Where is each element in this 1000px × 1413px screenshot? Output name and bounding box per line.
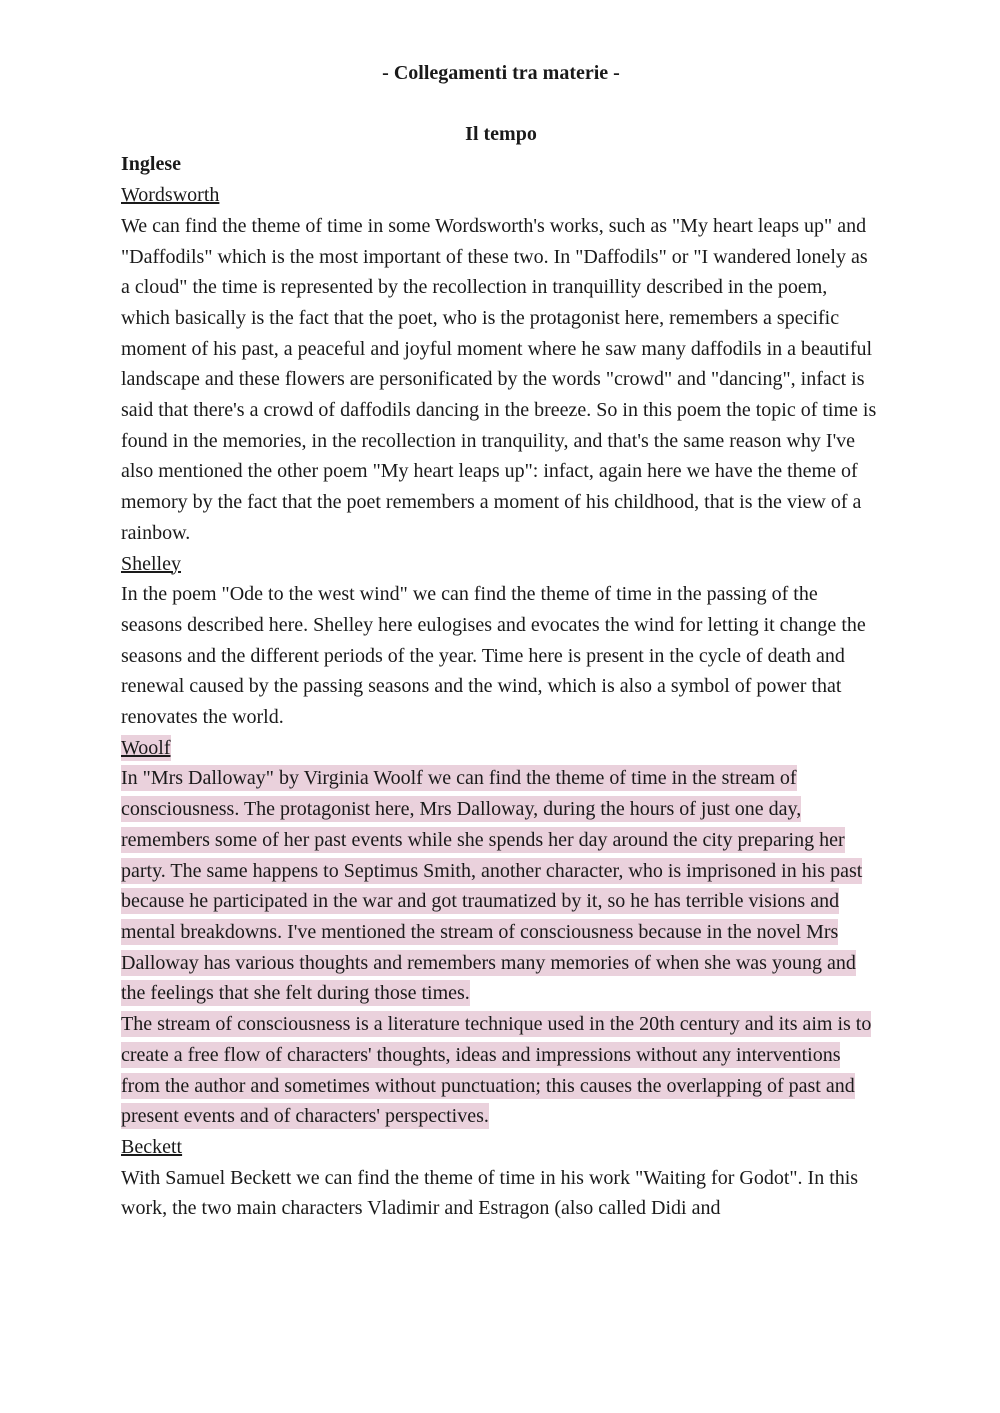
author-heading-beckett: Beckett	[121, 1135, 183, 1158]
paragraph-woolf-2	[121, 1009, 881, 1132]
section-beckett	[121, 1132, 881, 1224]
paragraph-wordsworth: We can find the theme of time in some Wordsworth's works, such as "My heart leaps up" and "Daffodils" which is the most important of these two. In "Daffodils" or "I wandered lonely as a cloud" the time is represented by the recollection in tranquillity described in the poem, which basically is the fact that the poet, who is the protagonist here, remembers a specific moment of his past, a peaceful and joyful moment where he saw many daffodils in a beautiful landscape and these flowers are personificated by the words "crowd" and "dancing", infact is said that there's a crowd of daffodils dancing in the breeze. So in this poem the topic of time is found in the memories, in the recollection in tranquility, and that's the same reason why I've also mentioned the other poem "My heart leaps up": infact, again here we have the theme of memory by the fact that the poet remembers a moment of his childhood, that is the view of a rainbow.	[121, 214, 877, 544]
section-shelley	[121, 549, 881, 733]
author-heading-shelley: Shelley	[121, 552, 181, 575]
paragraph-shelley: In the poem "Ode to the west wind" we can find the theme of time in the passing of the seasons described here. Shelley here eulogises and evocates the wind for letting it change the seasons and the different periods of the year. Time here is present in the cycle of death and renewal caused by the passing seasons and the wind, which is also a symbol of power that renovates the world.	[121, 583, 866, 729]
subject-heading: Inglese	[121, 153, 181, 176]
highlighted-text: Woolf	[121, 736, 171, 759]
section-woolf	[121, 733, 881, 1132]
topic-heading: Il tempo	[465, 122, 537, 145]
section-wordsworth	[121, 180, 881, 548]
paragraph-beckett: With Samuel Beckett we can find the theme of time in his work "Waiting for Godot". In this work, the two main characters Vladimir and Estragon (also called Didi and	[121, 1166, 859, 1220]
author-heading-wordsworth: Wordsworth	[121, 184, 220, 207]
highlighted-text: In "Mrs Dalloway" by Virginia Woolf we can find the theme of time in the stream of consciousness. The protagonist here, Mrs Dalloway, during the hours of just one day, remembers some of her past events while she spends her day around the city preparing her party. The same happens to Septimus Smith, another character, who is imprisoned in his past because he participated in the war and got traumatized by it, so he has terrible visions and mental breakdowns. I've mentioned the stream of consciousness because in the novel Mrs Dalloway has various thoughts and remembers many memories of when she was young and the feelings that she felt during those times.	[121, 767, 863, 1005]
author-heading-woolf	[121, 733, 881, 764]
paragraph-woolf-1	[121, 763, 881, 1009]
document-page	[121, 58, 881, 1224]
document-title: - Collegamenti tra materie -	[382, 62, 620, 84]
highlighted-text: The stream of consciousness is a literature technique used in the 20th century and its aim is to create a free flow of characters' thoughts, ideas and impressions without any interventions from the author and sometimes without punctuation; this causes the overlapping of past and present events and of characters' perspectives.	[121, 1013, 872, 1128]
